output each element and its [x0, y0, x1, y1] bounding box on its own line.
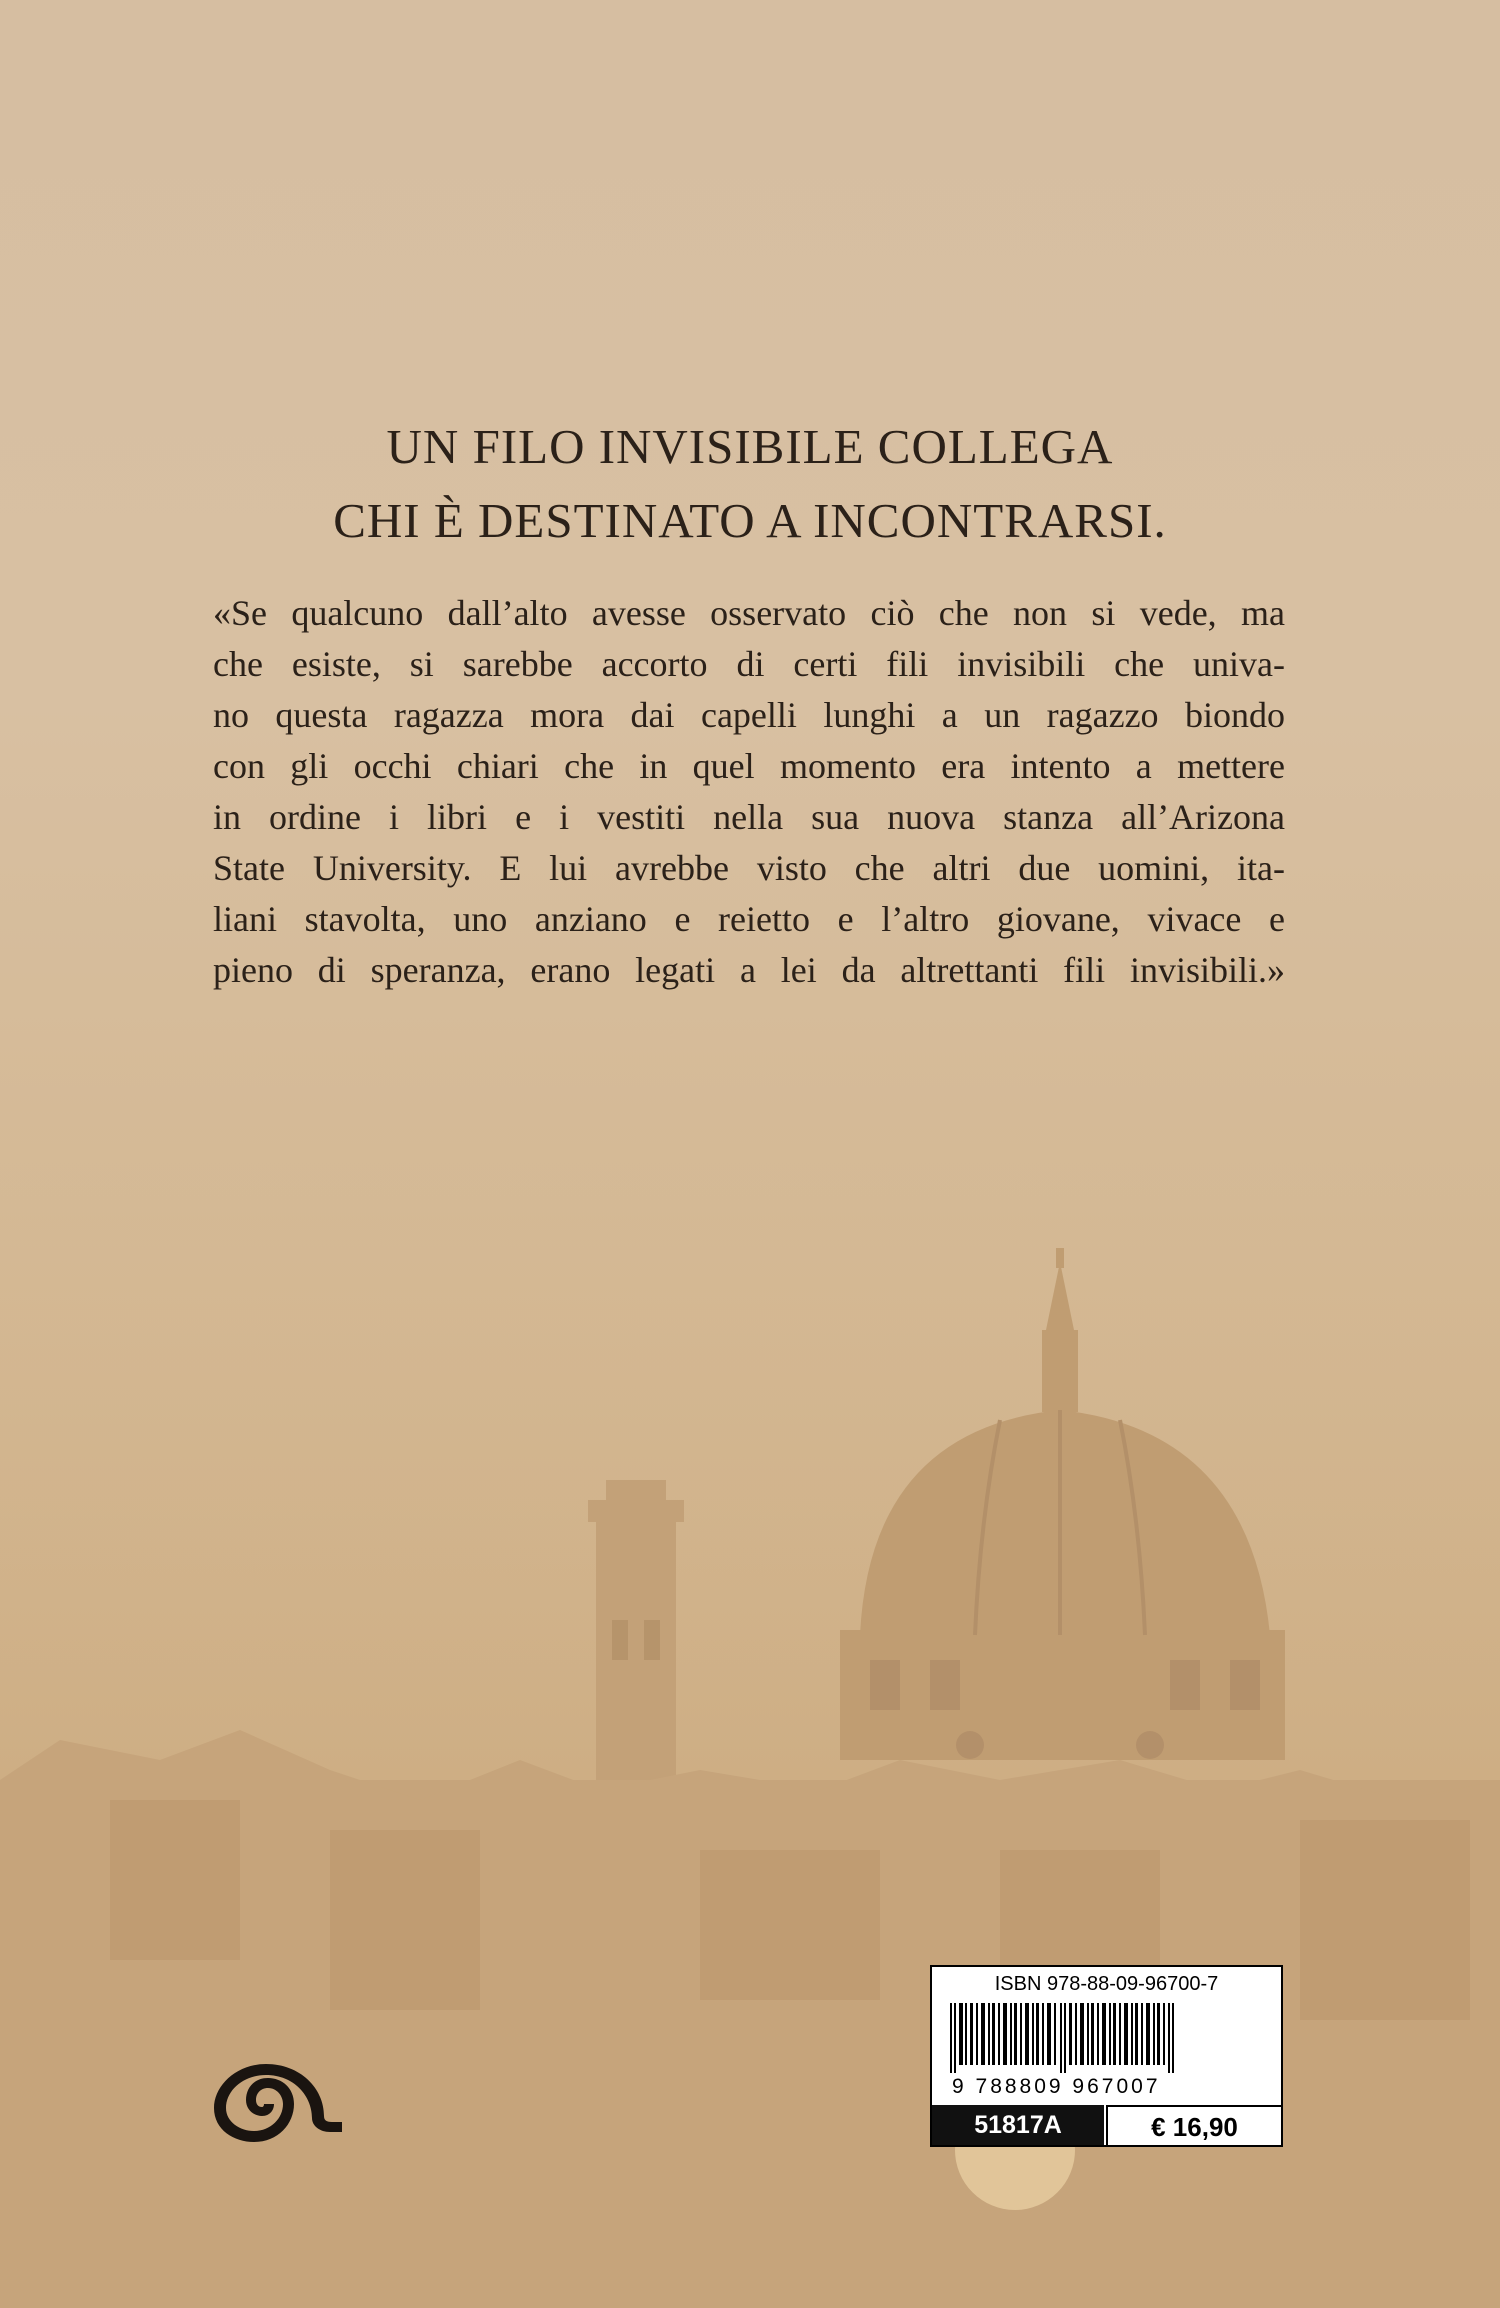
headline-line-2: CHI È DESTINATO A INCONTRARSI.: [333, 493, 1167, 548]
headline: [0, 410, 1500, 558]
blurb-line: pieno di speranza, erano legati a lei da altrettanti fili invisibili.»: [213, 950, 1285, 990]
blurb-line: State University. E lui avrebbe visto che altri due uomini, ita-: [213, 848, 1285, 888]
bell-tower-shape: [588, 1480, 684, 1815]
blurb-line: con gli occhi chiari che in quel momento era intento a mettere: [213, 746, 1285, 786]
barcode-icon: [950, 2003, 1180, 2073]
isbn-number: ISBN 978-88-09-96700-7: [994, 1973, 1219, 1995]
headline-line-1: UN FILO INVISIBILE COLLEGA: [386, 419, 1114, 474]
blurb-quote: [213, 588, 1285, 996]
blurb-line: no questa ragazza mora dai capelli lunghi a un ragazzo biondo: [213, 695, 1285, 735]
blurb-line: liani stavolta, uno anziano e reietto e l’altro giovane, vivace e: [213, 899, 1285, 939]
blurb-line: in ordine i libri e i vestiti nella sua nuova stanza all’Arizona: [213, 797, 1285, 837]
ean-digits: 9 788809 967007: [952, 2075, 1161, 2098]
price: € 16,90: [1106, 2105, 1281, 2145]
product-code: 51817A: [932, 2105, 1104, 2145]
blurb-line: «Se qualcuno dall’alto avesse osservato ciò che non si vede, ma: [213, 593, 1285, 633]
barcode-label: [930, 1965, 1283, 2147]
blurb-line: che esiste, si sarebbe accorto di certi fili invisibili che univa-: [213, 644, 1285, 684]
publisher-logo-icon: [208, 2056, 348, 2146]
